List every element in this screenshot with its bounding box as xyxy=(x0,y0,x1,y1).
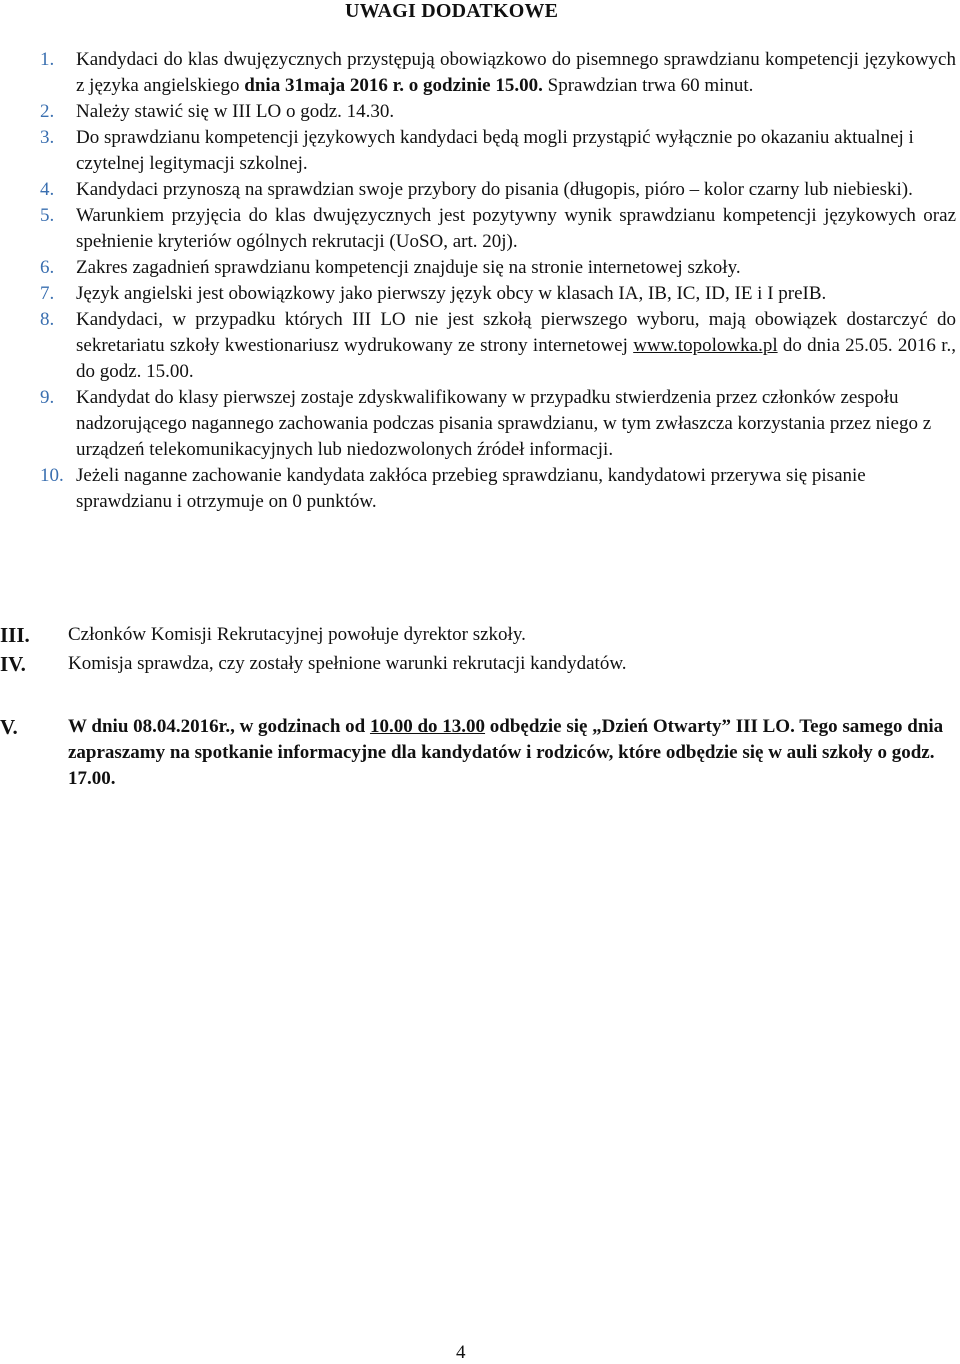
item-text-part: do dnia 25.05. 2016 r., do godz. 15.00. xyxy=(76,335,956,382)
list-item xyxy=(40,99,956,125)
item-text-part: Kandydaci do klas dwujęzycznych przystępują obowiązkowo do pisemnego sprawdzianu kompetencji językowych z języka angielskiego xyxy=(76,49,956,96)
item-text-part: Kandydaci, w przypadku których III LO nie jest szkołą pierwszego wyboru, mają obowiązek dostarczyć do sekretariatu szkoły kwestionariusz wydrukowany ze strony internetowej xyxy=(76,309,956,356)
section-text: Komisja sprawdza, czy zostały spełnione warunki rekrutacji kandydatów. xyxy=(68,653,627,674)
list-item xyxy=(40,385,956,463)
item-number: 5. xyxy=(40,205,55,226)
remarks-list xyxy=(40,47,956,515)
section-iv xyxy=(0,651,960,677)
item-number: 3. xyxy=(40,127,55,148)
item-number: 1. xyxy=(40,49,55,70)
item-number: 2. xyxy=(40,101,55,122)
section-v xyxy=(0,714,960,792)
list-item xyxy=(40,47,956,99)
item-text: Należy stawić się w III LO o godz. 14.30. xyxy=(76,101,395,122)
item-number: 6. xyxy=(40,257,55,278)
item-text: Kandydaci przynoszą na sprawdzian swoje przybory do pisania (długopis, pióro – kolor czarny lub niebieski). xyxy=(76,179,913,200)
open-day-hours: 10.00 do 13.00 xyxy=(369,716,486,737)
section-text xyxy=(68,714,960,792)
item-text: Język angielski jest obowiązkowy jako pierwszy język obcy w klasach IA, IB, IC, ID, IE i I preIB. xyxy=(76,283,827,304)
item-text: Kandydat do klasy pierwszej zostaje zdyskwalifikowany w przypadku stwierdzenia przez członków zespołu nadzorującego nagannego zachowania podczas pisania sprawdzianu, w tym zwłaszcza korzystania przez niego z urządzeń telekomunikacyjnych lub niedozwolonych źródeł informacji. xyxy=(76,387,932,460)
list-item xyxy=(40,307,956,385)
item-text xyxy=(76,307,956,385)
exam-date-bold: dnia 31maja 2016 r. o godzinie 15.00. xyxy=(244,75,543,96)
section-text-part: W dniu 08.04.2016r., w godzinach od xyxy=(68,716,370,737)
section-text-part: odbędzie się „Dzień Otwarty” III LO. Tego samego dnia zapraszamy na spotkanie informacyjne dla kandydatów i rodziców, które odbędzie się w auli szkoły o godz. 17.00. xyxy=(68,716,944,789)
section-number: IV. xyxy=(0,652,26,676)
website-link[interactable]: www.topolowka.pl xyxy=(633,335,778,356)
item-text: Warunkiem przyjęcia do klas dwujęzycznych jest pozytywny wynik sprawdzianu kompetencji językowych oraz spełnienie kryteriów ogólnych rekrutacji (UoSO, art. 20j). xyxy=(76,205,956,252)
item-text: Do sprawdzianu kompetencji językowych kandydaci będą mogli przystąpić wyłącznie po okazaniu aktualnej i czytelnej legitymacji szkolnej. xyxy=(76,127,914,174)
section-number: V. xyxy=(0,715,18,739)
list-item xyxy=(40,255,956,281)
item-text xyxy=(76,47,956,99)
item-text: Jeżeli naganne zachowanie kandydata zakłóca przebieg sprawdzianu, kandydatowi przerywa się pisanie sprawdzianu i otrzymuje on 0 punktów. xyxy=(76,465,866,512)
list-item xyxy=(40,203,956,255)
page-number: 4 xyxy=(456,1342,466,1363)
section-text: Członków Komisji Rekrutacyjnej powołuje dyrektor szkoły. xyxy=(68,624,526,645)
item-number: 7. xyxy=(40,283,55,304)
list-item xyxy=(40,177,956,203)
item-number: 9. xyxy=(40,387,55,408)
item-number: 4. xyxy=(40,179,55,200)
page-title: UWAGI DODATKOWE xyxy=(345,0,559,22)
list-item xyxy=(40,125,956,177)
item-text-part: Sprawdzian trwa 60 minut. xyxy=(542,75,754,96)
list-item xyxy=(40,463,956,515)
section-number: III. xyxy=(0,623,30,647)
section-iii xyxy=(0,622,960,648)
item-text: Zakres zagadnień sprawdzianu kompetencji znajduje się na stronie internetowej szkoły. xyxy=(76,257,741,278)
list-item xyxy=(40,281,956,307)
item-number: 8. xyxy=(40,309,55,330)
item-number: 10. xyxy=(40,465,64,486)
